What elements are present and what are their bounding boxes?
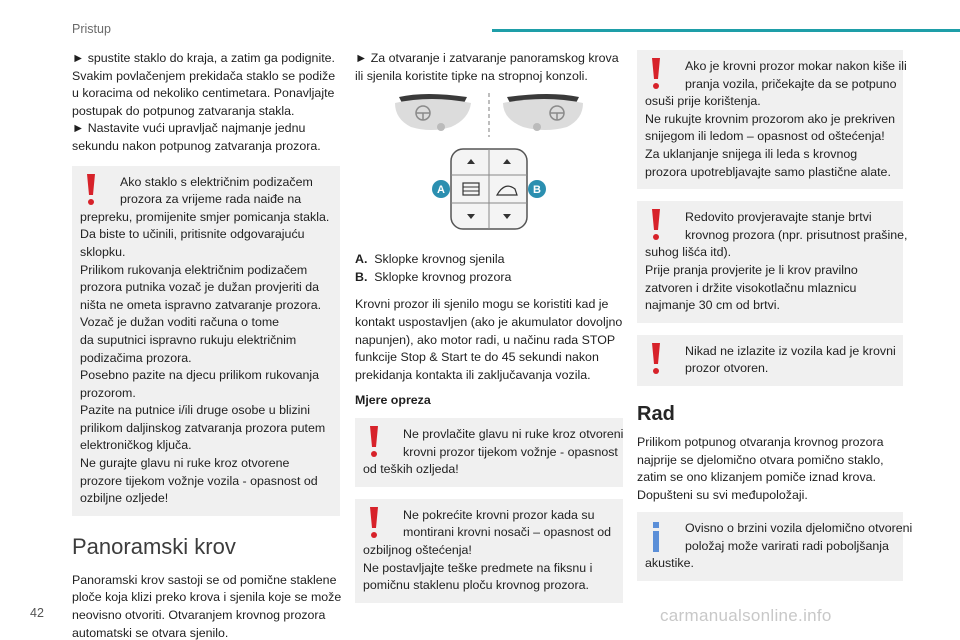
text-line: osuši prije korištenja. — [645, 94, 761, 109]
text-line: Nikad ne izlazite iz vozila kad je krovni — [685, 343, 896, 358]
text-line: ► Nastavite vući upravljač najmanje jednu — [72, 121, 306, 136]
warning-icon — [84, 174, 98, 206]
running-header: Pristup — [72, 22, 111, 36]
legend-key: A. — [355, 252, 368, 267]
warning-icon — [649, 58, 663, 90]
right-console-shape — [503, 99, 583, 130]
text-line: sekundu nakon potpunog zatvaranja prozora. — [72, 138, 321, 153]
roof-console-illustration — [355, 93, 623, 243]
info-icon — [651, 522, 661, 552]
text-line: ništa ne ometa ispravno zatvaranje prozora. — [80, 297, 322, 312]
text-line: Ne rukujte krovnim prozorom ako je prekriven — [645, 111, 895, 126]
text-line: u koracima od nekoliko centimetara. Ponavljajte — [72, 86, 335, 101]
text-line: Za uklanjanje snijega ili leda s krovnog — [645, 146, 858, 161]
text-line: Ako staklo s električnim podizačem — [120, 174, 313, 189]
text-line: kontakt uspostavljen (ako je akumulator dovoljno — [355, 314, 623, 329]
text-line: podizačima prozora. — [80, 350, 192, 365]
text-line: prilikom daljinskog zatvaranja prozora putem — [80, 420, 326, 435]
callout-a-label: A — [437, 184, 445, 197]
text-line: ozbiljne ozljede! — [80, 491, 169, 506]
warning-box — [637, 335, 903, 386]
intro-paragraph — [72, 50, 340, 156]
text-line: Prilikom potpunog otvaranja krovnog prozora — [637, 434, 884, 449]
legend-item — [355, 269, 623, 287]
button-icon — [437, 123, 445, 131]
text-line: Posebno pazite na djecu prilikom rukovanja — [80, 368, 320, 383]
text-line: ► spustite staklo do kraja, a zatim ga podignite. — [72, 51, 335, 65]
text-line: da suputnici ispravno rukuju električnim — [80, 332, 297, 347]
text-line: prozor otvoren. — [685, 361, 769, 376]
text-line: prepreku, promijenite smjer pomicanja stakla. — [80, 209, 330, 224]
text-line: funkcije Stop & Start te do 45 sekundi nakon — [355, 350, 599, 365]
text-line: postupak do potpunog zatvaranja stakla. — [72, 103, 295, 118]
text-line: automatski se otvara sjenilo. — [72, 625, 229, 640]
text-line: prekidanja kontakta ili zaključavanja vozila. — [355, 367, 591, 382]
legend-key: B. — [355, 269, 368, 284]
text-line: prozorom. — [80, 385, 136, 400]
text-line: Svakim povlačenjem prekidača staklo se podiže — [72, 68, 336, 83]
text-line: Vozač je dužan voditi računa o tome — [80, 315, 280, 330]
text-line: akustike. — [645, 556, 694, 571]
text-line: krovni prozor tijekom vožnje - opasnost — [403, 444, 618, 459]
text-line: prozora upotrebljavajte samo plastične alate. — [645, 164, 891, 179]
warning-icon — [649, 209, 663, 241]
figure-legend — [355, 251, 623, 286]
watermark: carmanualsonline.info — [660, 606, 832, 625]
text-line: Panoramski krov sastoji se od pomične staklene — [72, 572, 337, 587]
text-line: Pazite na putnice i/ili druge osobe u blizini — [80, 403, 311, 418]
text-line: položaj može varirati radi poboljšanja — [685, 538, 889, 553]
section-heading: Rad — [637, 402, 675, 425]
callout-b-label: B — [533, 184, 541, 197]
text-line: najprije se djelomično otvara pomično staklo, — [637, 452, 884, 467]
text-line: pomičnu staklenu ploču krovnog prozora. — [363, 578, 589, 593]
legend-item — [355, 251, 623, 269]
intro-paragraph — [355, 50, 623, 85]
text-line: pranja vozila, pričekajte da se potpuno — [685, 76, 897, 91]
text-line: Prilikom rukovanja električnim podizačem — [80, 262, 308, 277]
text-line: od teških ozljeda! — [363, 462, 459, 477]
text-line: napunjen), ako motor radi, u načinu rada STOP — [355, 332, 616, 347]
text-line: montirani krovni nosači – opasnost od — [403, 525, 612, 540]
text-line: ili sjenila koristite tipke na stropnoj konzoli. — [355, 68, 588, 83]
info-box — [637, 512, 913, 581]
body-paragraph — [355, 296, 623, 384]
text-line: prozora za vrijeme rada naiđe na — [120, 192, 302, 207]
text-line: prozora putnika vozač je dužan provjeriti da — [80, 280, 319, 295]
text-line: Prije pranja provjerite je li krov pravilno — [645, 262, 858, 277]
page-number: 42 — [30, 606, 44, 620]
text-line: suhog lišća itd). — [645, 245, 732, 260]
column-2 — [355, 50, 623, 615]
text-line: Ne gurajte glavu ni ruke kroz otvorene — [80, 456, 290, 471]
text-line: ploče koja klizi preko krova i sjenila koje se može — [72, 590, 342, 605]
warning-box — [637, 50, 907, 189]
text-line: Ne provlačite glavu ni ruke kroz otvoreni — [403, 426, 624, 441]
subheading: Mjere opreza — [355, 393, 431, 408]
legend-text: Sklopke krovnog prozora — [374, 269, 512, 284]
warning-icon — [367, 507, 381, 539]
body-paragraph — [637, 434, 903, 504]
warning-box — [72, 166, 340, 516]
text-line: krovnog prozora (npr. prisutnost prašine, — [685, 227, 908, 242]
section-heading: Panoramski krov — [72, 533, 236, 559]
text-line: ozbiljnog oštećenja! — [363, 542, 472, 557]
text-line: ► Za otvaranje i zatvaranje panoramskog krova — [355, 51, 619, 65]
body-paragraph — [72, 572, 340, 640]
text-line: sklopku. — [80, 244, 126, 259]
left-console-shape — [395, 99, 471, 130]
header-accent-bar — [492, 29, 960, 32]
text-line: Ako je krovni prozor mokar nakon kiše ili — [685, 59, 907, 73]
text-line: najmanje 30 cm od brtvi. — [645, 298, 780, 313]
text-line: Ne postavljajte teške predmete na fiksnu i — [363, 560, 593, 575]
text-line: Dopušteni su svi međupoložaji. — [637, 487, 808, 502]
button-icon — [533, 123, 541, 131]
text-line: elektroničkog ključa. — [80, 438, 192, 453]
warning-box — [355, 499, 623, 603]
text-line: Ovisno o brzini vozila djelomično otvoreni — [685, 521, 913, 536]
text-line: zatvoren i držite visokotlačnu mlaznicu — [645, 280, 857, 295]
column-3 — [637, 50, 913, 593]
text-line: prozore tijekom vožnje vozila - opasnost od — [80, 473, 318, 488]
text-line: neovisno otvoriti. Otvaranjem krovnog prozora — [72, 608, 326, 623]
roof-console-figure — [355, 93, 623, 243]
column-1 — [72, 50, 340, 640]
text-line: Krovni prozor ili sjenilo mogu se koristiti kad je — [355, 297, 609, 312]
text-line: Ne pokrećite krovni prozor kada su — [403, 507, 595, 522]
text-line: Redovito provjeravajte stanje brtvi — [685, 210, 872, 225]
legend-text: Sklopke krovnog sjenila — [374, 252, 505, 267]
text-line: snijegom ili ledom – opasnost od oštećenja! — [645, 129, 885, 144]
warning-box — [355, 418, 623, 487]
warning-icon — [649, 343, 663, 375]
warning-icon — [367, 426, 381, 458]
text-line: Da biste to učinili, pritisnite odgovarajuću — [80, 227, 305, 242]
warning-box — [637, 201, 908, 323]
text-line: zatim se ono klizanjem pomiče iznad krova. — [637, 470, 876, 485]
